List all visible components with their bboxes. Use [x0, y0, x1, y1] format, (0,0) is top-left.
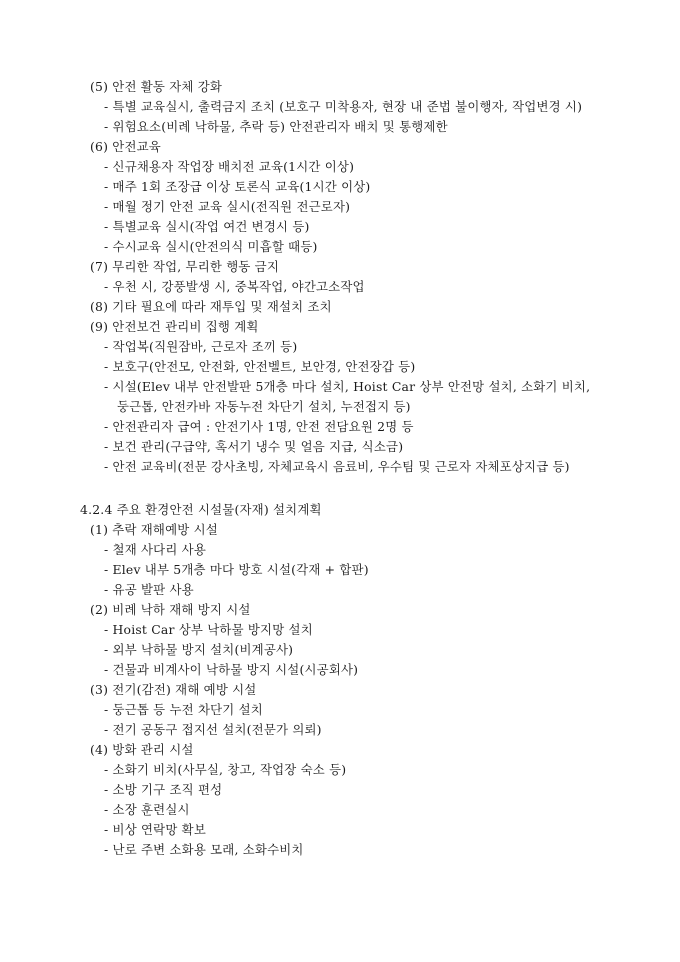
list-item: - 유공 발판 사용: [104, 582, 194, 597]
list-item: - 외부 낙하물 방지 설치(비계공사): [104, 642, 294, 657]
list-item: - 소화기 비치(사무실, 창고, 작업장 숙소 등): [104, 762, 347, 777]
list-item: - 매주 1회 조장급 이상 토론식 교육(1시간 이상): [104, 179, 371, 194]
list-item: - 전기 공동구 접지선 설치(전문가 의뢰): [104, 722, 322, 737]
list-item: - 소방 기구 조직 편성: [104, 782, 223, 797]
subsection-heading-4: (4) 방화 관리 시설: [90, 742, 194, 757]
list-item: - 특별교육 실시(작업 여건 변경시 등): [104, 219, 310, 234]
subsection-heading-5: (5) 안전 활동 자체 강화: [90, 79, 223, 94]
list-item: - 둥근톱 등 누전 차단기 설치: [104, 702, 263, 717]
list-item: - Hoist Car 상부 낙하물 방지망 설치: [104, 622, 313, 637]
list-item: - 건물과 비계사이 낙하물 방지 시설(시공회사): [104, 662, 359, 677]
subsection-heading-8: (8) 기타 필요에 따라 재투입 및 재설치 조치: [90, 299, 332, 314]
list-item: - 안전 교육비(전문 강사초빙, 자체교육시 음료비, 우수팀 및 근로자 자체포상지급 등): [104, 459, 570, 474]
list-item: - 우천 시, 강풍발생 시, 중복작업, 야간고소작업: [104, 279, 365, 294]
list-item: - 난로 주변 소화용 모래, 소화수비치: [104, 842, 304, 857]
list-item: - 비상 연락망 확보: [104, 822, 206, 837]
section-heading: 4.2.4 주요 환경안전 시설물(자재) 설치계획: [80, 502, 322, 517]
list-item: - 신규채용자 작업장 배치전 교육(1시간 이상): [104, 159, 355, 174]
list-item: - 매월 정기 안전 교육 실시(전직원 전근로자): [104, 199, 351, 214]
subsection-heading-1: (1) 추락 재해예방 시설: [90, 522, 218, 537]
list-item: - 수시교육 실시(안전의식 미흡할 때등): [104, 239, 318, 254]
list-item: - 작업복(직원잠바, 근로자 조끼 등): [104, 339, 298, 354]
list-item: - 소장 훈련실시: [104, 802, 190, 817]
subsection-heading-9: (9) 안전보건 관리비 집행 계획: [90, 319, 259, 334]
list-item: - 철재 사다리 사용: [104, 542, 206, 557]
subsection-heading-7: (7) 무리한 작업, 무리한 행동 금지: [90, 259, 280, 274]
list-item-continuation: 둥근톱, 안전카바 자동누전 차단기 설치, 누전접지 등): [117, 399, 411, 414]
list-item: - 시설(Elev 내부 안전발판 5개층 마다 설치, Hoist Car 상부 안전망 설치, 소화기 비치,: [104, 379, 591, 394]
subsection-heading-2: (2) 비례 낙하 재해 방지 시설: [90, 602, 251, 617]
list-item: - 위험요소(비례 낙하물, 추락 등) 안전관리자 배치 및 통행제한: [104, 119, 448, 134]
subsection-heading-3: (3) 전기(감전) 재해 예방 시설: [90, 682, 257, 697]
list-item: - 특별 교육실시, 출력금지 조치 (보호구 미착용자, 현장 내 준법 불이행자, 작업변경 시): [104, 99, 583, 114]
list-item: - Elev 내부 5개층 마다 방호 시설(각재 + 합판): [104, 562, 369, 577]
list-item: - 안전관리자 급여 : 안전기사 1명, 안전 전담요원 2명 등: [104, 419, 414, 434]
list-item: - 보호구(안전모, 안전화, 안전벨트, 보안경, 안전장갑 등): [104, 359, 416, 374]
list-item: - 보건 관리(구급약, 혹서기 냉수 및 얼음 지급, 식소금): [104, 439, 404, 454]
subsection-heading-6: (6) 안전교육: [90, 139, 161, 154]
